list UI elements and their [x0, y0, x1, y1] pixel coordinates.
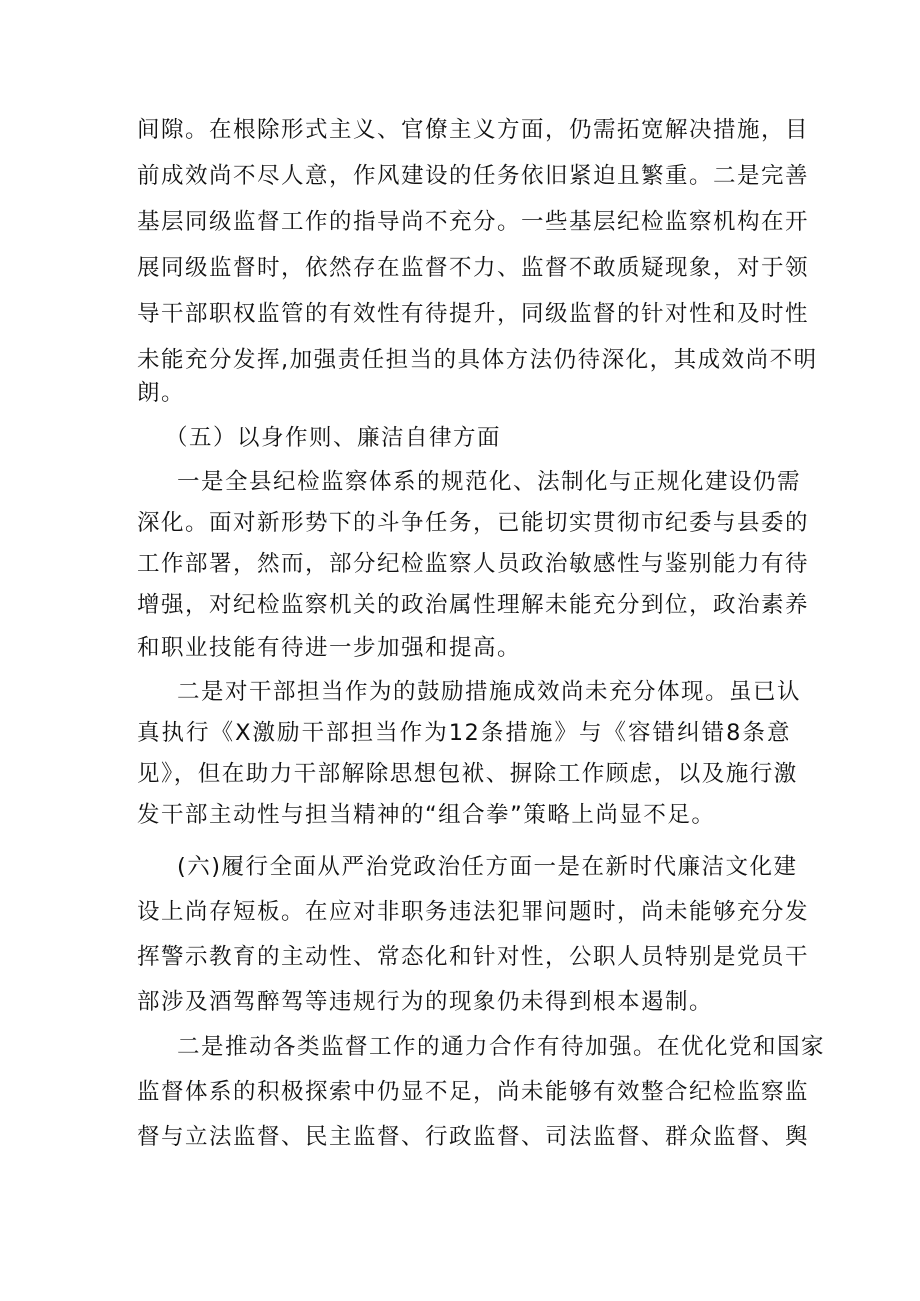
- paragraph-2-line-5: 和职业技能有待进一步加强和提高。: [137, 635, 522, 661]
- paragraph-5-line-3: 督与立法监督、民主监督、行政监督、司法监督、群众监督、舆: [137, 1124, 810, 1150]
- paragraph-5-line-2: 监督体系的积极探索中仍显不足，尚未能够有效整合纪检监察监: [137, 1079, 810, 1105]
- paragraph-3-line-4: 发干部主动性与担当精神的“组合拳”策略上尚显不足。: [137, 802, 716, 828]
- paragraph-4-line-4: 部涉及酒驾醉驾等违规行为的现象仍未得到根本遏制。: [137, 989, 714, 1015]
- paragraph-4-line-1: (六)履行全面从严治党政治任方面一是在新时代廉洁文化建: [177, 854, 798, 880]
- paragraph-1-line-6: 未能充分发挥,加强责任担当的具体方法仍待深化，其成效尚不明: [137, 347, 818, 373]
- paragraph-1-line-7: 朗。: [137, 380, 186, 406]
- paragraph-2-line-2: 深化。面对新形势下的斗争任务，已能切实贯彻市纪委与县委的: [137, 510, 810, 536]
- paragraph-4-line-3: 挥警示教育的主动性、常态化和针对性，公职人员特别是党员干: [137, 944, 810, 970]
- paragraph-3-line-3: 见》，但在助力干部解除思想包袱、摒除工作顾虑，以及施行激: [137, 761, 798, 787]
- paragraph-3-line-2: 真执行《X激励干部担当作为12条措施》与《容错纠错8条意: [137, 720, 791, 746]
- paragraph-1-line-1: 间隙。在根除形式主义、官僚主义方面，仍需拓宽解决措施，目: [137, 117, 810, 143]
- paragraph-5-line-1: 二是推动各类监督工作的通力合作有待加强。在优化党和国家: [177, 1034, 826, 1060]
- paragraph-1-line-3: 基层同级监督工作的指导尚不充分。一些基层纪检监察机构在开: [137, 209, 810, 235]
- paragraph-2-line-1: 一是全县纪检监察体系的规范化、法制化与正规化建设仍需: [177, 469, 802, 495]
- paragraph-2-line-3: 工作部署，然而，部分纪检监察人员政治敏感性与鉴别能力有待: [137, 551, 810, 577]
- paragraph-1-line-5: 导干部职权监管的有效性有待提升，同级监督的针对性和及时性: [137, 301, 810, 327]
- section-heading-5: （五）以身作则、廉洁自律方面: [165, 425, 502, 451]
- paragraph-1-line-4: 展同级监督时，依然存在监督不力、监督不敢质疑现象，对于领: [137, 255, 810, 281]
- paragraph-4-line-2: 设上尚存短板。在应对非职务违法犯罪问题时，尚未能够充分发: [137, 899, 810, 925]
- paragraph-1-line-2: 前成效尚不尽人意，作风建设的任务依旧紧迫且繁重。二是完善: [137, 163, 810, 189]
- paragraph-2-line-4: 增强，对纪检监察机关的政治属性理解未能充分到位，政治素养: [137, 592, 810, 618]
- paragraph-3-line-1: 二是对干部担当作为的鼓励措施成效尚未充分体现。虽已认: [177, 679, 802, 705]
